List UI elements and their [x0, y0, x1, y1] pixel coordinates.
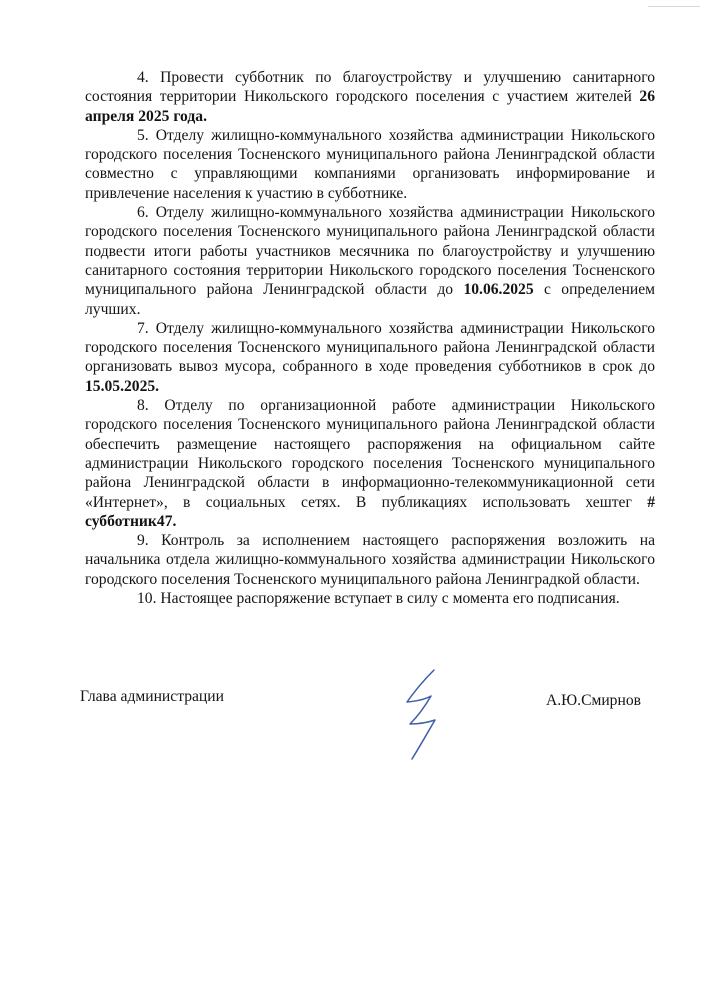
paragraph-6-tail: с определением лучших. [85, 281, 655, 318]
paragraph-9-text: 9. Контроль за исполнением настоящего распоряжения возложить на начальника отдела жилищно-коммунального хозяйства администрации Никольского городского поселения Тосненского муниципального района Ленинградкой области. [85, 532, 655, 588]
paragraph-4-text: 4. Провести субботник по благоустройству и улучшению санитарного состояния территории Никольского городского поселения с участием жителей [85, 69, 655, 106]
document-body [85, 68, 655, 608]
signatory-name: А.Ю.Смирнов [545, 692, 641, 709]
paragraph-8 [85, 396, 655, 531]
paragraph-5-text: 5. Отделу жилищно-коммунального хозяйства администрации Никольского городского поселения Тосненского муниципального района Ленинградской области совместно с управляющими компаниями организовать информирование и привлечение населения к участию в субботнике. [85, 126, 655, 202]
signature-block [80, 684, 645, 774]
paragraph-10-text: 10. Настоящее распоряжение вступает в силу с момента его подписания. [137, 590, 620, 608]
paragraph-7 [85, 319, 655, 396]
paragraph-5 [85, 126, 655, 203]
paragraph-6-date: 10.06.2025 [463, 281, 534, 299]
paragraph-9 [85, 531, 655, 589]
paragraph-7-date: 15.05.2025. [85, 377, 160, 395]
handwritten-signature-icon [398, 666, 448, 762]
paragraph-4 [85, 68, 655, 126]
paragraph-6-text: 6. Отделу жилищно-коммунального хозяйства администрации Никольского городского поселения Тосненского муниципального района Ленинградской области подвести итоги работы участников месячника по благоустройству и улучшению санитарного состояния территории Никольского городского поселения Тосненского муниципального района Ленинградской области до [85, 204, 655, 299]
paragraph-8-text: 8. Отделу по организационной работе администрации Никольского городского поселения Тосненского муниципального района Ленинградской области обеспечить размещение настоящего распоряжения на официальном сайте администрации Никольского городского поселения Тосненского муниципального района Ленинградской области в информационно-телекоммуникационной сети «Интернет», в социальных сетях. В публикациях использовать хештег [85, 397, 655, 511]
paragraph-7-text: 7. Отделу жилищно-коммунального хозяйства администрации Никольского городского поселения Тосненского муниципального района Ленинградской области организовать вывоз мусора, собранного в ходе проведения субботников в срок до [85, 319, 655, 376]
scan-edge-mark [648, 6, 700, 7]
paragraph-4-date: 26 апреля 2025 года. [85, 88, 655, 125]
paragraph-8-hashtag: # субботник47. [85, 493, 655, 530]
signatory-position: Глава администрации [80, 688, 224, 705]
paragraph-10 [85, 589, 655, 608]
paragraph-6 [85, 203, 655, 319]
